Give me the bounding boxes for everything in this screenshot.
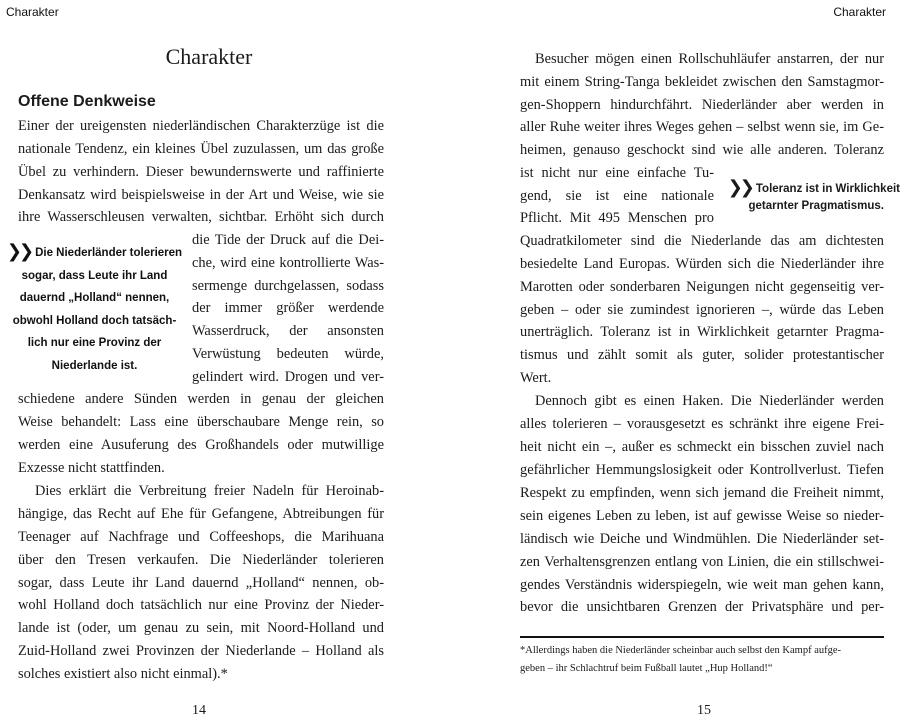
body-line: Einer der ureigensten niederländischen Charakterzüge ist die [18, 118, 384, 134]
body-line: mit einem String-Tanga bekleidet zwischen den Samstagmor- [520, 74, 884, 90]
body-line: Marotten oder sonderbaren Neigungen nicht gegenseitig ver- [520, 279, 884, 295]
running-head-right: Charakter [833, 5, 886, 19]
body-line: Pflicht. Mit 495 Menschen pro [520, 210, 714, 226]
page-number-left: 14 [192, 703, 206, 718]
footnote-line: geben – ihr Schlachtruf beim Fußball lautet „Hup Holland!“ [520, 663, 773, 674]
body-line: geben – oder sie zumindest ignorieren –, würde das Leben [520, 302, 884, 318]
body-line: Dies erklärt die Verbreitung freier Nadeln für Heroinab- [35, 483, 384, 499]
body-line: hängige, das Recht auf Ehe für Gefangene, Abtreibungen für [18, 506, 384, 522]
body-line: Respekt zu empfinden, wenn sich jemand die Freiheit nimmt, [520, 485, 884, 501]
body-line: sein eigenes Leben zu leben, ist auf gewisse Weise so nieder- [520, 508, 884, 524]
pullquote-line: obwohl Holland doch tatsäch- [12, 314, 177, 327]
pullquote-right [728, 177, 900, 198]
body-line: Zuid-Holland zwei Provinzen der Niederlande – Holland als [18, 643, 384, 659]
running-head-left: Charakter [6, 5, 59, 19]
footnote-line: *Allerdings haben die Niederländer scheinbar auch selbst den Kampf aufge- [520, 645, 842, 656]
body-line: alles tolerieren – vorausgesetzt es schränkt ihre eigene Frei- [520, 416, 884, 432]
pullquote-line: lich nur eine Provinz der [27, 337, 162, 350]
body-line: wohl Holland doch tatsächlich nur eine Provinz der Nieder- [18, 597, 384, 613]
body-line: werden eine Ausuferung des Großhandels oder mutwillige [18, 437, 384, 453]
body-line: gelindert wird. Drogen und ver- [192, 369, 384, 385]
double-chevron-icon: ❯❯ [727, 177, 752, 197]
chapter-title: Charakter [165, 44, 253, 69]
pullquote-line: Toleranz ist in Wirklichkeit [755, 183, 900, 195]
body-line: Übel zu verhindern. Dieser bewundernswerte und raffinierte [18, 164, 384, 180]
body-line: ihre Wasserschleusen verwalten, sichtbar. Erhöht sich durch [18, 209, 384, 225]
body-line: gendes Verständnis widerspiegeln, wie weit man gehen kann, [520, 577, 884, 593]
body-line: zen Verhaltensgrenzen entlang von Linien, die ein stillschwei- [520, 554, 884, 570]
body-line: tismus und zählt somit als guter, solider protestantischer [520, 347, 884, 363]
footnote-rule [520, 636, 884, 638]
page-number-right: 15 [697, 703, 711, 718]
body-line: gen-Shoppern hindurchfährt. Niederländer aber werden in [520, 97, 884, 113]
body-line: Verwüstung bedeuten würde, [192, 346, 384, 362]
body-line: Teenager auf Nachfrage und Coffeeshops, die Marihuana [18, 529, 384, 545]
pullquote-line: getarnter Pragmatismus. [748, 200, 884, 212]
pullquote-left [2, 240, 187, 378]
body-line: ländisch wie Deiche und Windmühlen. Die Niederländer set- [520, 531, 884, 547]
body-line: besiedelte Land Europas. Würden sich die Niederländer ihre [520, 256, 884, 272]
body-line: nationale Tendenz, ein kleines Übel zuzulassen, um das große [18, 141, 384, 157]
body-line: unerträglich. Toleranz ist in Wirklichkeit getarnter Pragma- [520, 324, 884, 340]
pullquote-line: Niederlande ist. [51, 359, 138, 372]
body-line: Quadratkilometer sind die Niederlande das am dichtesten [520, 233, 884, 249]
pullquote-line: dauernd „Holland“ nennen, [19, 292, 170, 305]
section-heading: Offene Denkweise [18, 93, 156, 110]
body-line: die Tide der Druck auf die Dei- [192, 232, 384, 248]
body-line: gend, sie ist eine nationale [520, 188, 714, 204]
body-line: heit nicht ein –, außer es schmeckt ein bisschen zuviel nach [520, 439, 884, 455]
body-line: Wasserdruck, der ansonsten [192, 323, 384, 339]
body-line: Besucher mögen einen Rollschuhläufer anstarren, der nur [535, 51, 884, 67]
body-line: Weise behandelt: Lass eine überschaubare Menge rein, so [18, 414, 384, 430]
body-line: sogar, dass Leute ihr Land dauernd „Holland“ nennen, ob- [18, 575, 384, 591]
body-line: ist nicht nur eine einfache Tu- [520, 165, 714, 181]
body-line: Wert. [520, 370, 552, 386]
body-line: schiedene andere Sünden werden in genau der gleichen [18, 391, 384, 407]
pullquote-line: sogar, dass Leute ihr Land [21, 269, 168, 282]
body-line: solches existiert also nicht einmal).* [18, 666, 228, 682]
body-line: Exzesse nicht stattfinden. [18, 460, 165, 476]
body-line: der immer größer werdende [192, 300, 384, 316]
body-line: Dennoch gibt es einen Haken. Die Niederländer werden [535, 393, 884, 409]
body-line: aller Ruhe weiter ihres Weges gehen – selbst wenn sie, im Ge- [520, 119, 884, 135]
body-line: sermenge durchgelassen, sodass [192, 278, 384, 294]
pullquote-line: Die Niederländer tolerieren [35, 247, 183, 259]
body-line: Denkansatz wird beispielsweise in der Art und Weise, wie sie [18, 187, 384, 203]
body-line: lande ist (oder, um genau zu sein, mit Noord-Holland und [18, 620, 384, 636]
double-chevron-icon: ❯❯ [6, 241, 32, 261]
body-line: bevor die unsichtbaren Grenzen der Privatsphäre und per- [520, 599, 884, 615]
body-line: heimen, genauso geschockt sind wie alle anderen. Toleranz [520, 142, 884, 158]
body-line: che, wird eine kontrollierte Was- [192, 255, 384, 271]
body-line: gefährlicher Hemmungslosigkeit oder Kontrollverlust. Tiefen [520, 462, 884, 478]
body-line: über den Tresen verkaufen. Die Niederländer tolerieren [18, 552, 384, 568]
